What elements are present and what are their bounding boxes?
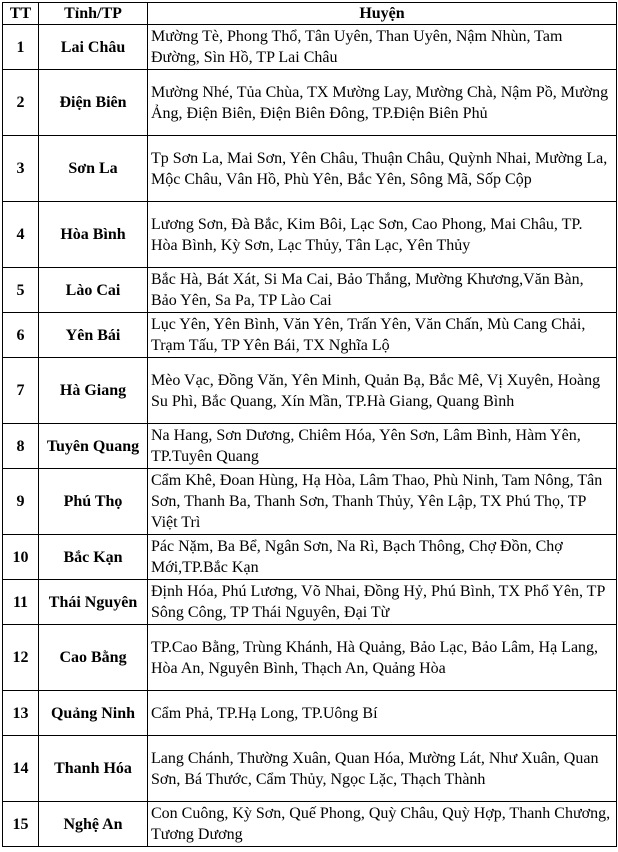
province-name: Bắc Kạn: [39, 535, 148, 580]
table-row: [3, 691, 617, 736]
province-name: Hòa Bình: [39, 202, 148, 268]
district-list: Con Cuông, Kỳ Sơn, Quế Phong, Quỳ Châu, Quỳ Hợp, Thanh Chương, Tương Dương: [148, 802, 617, 847]
table-row: [3, 736, 617, 802]
row-number: 5: [3, 268, 39, 313]
table-row: [3, 580, 617, 625]
district-list: TP.Cao Bằng, Trùng Khánh, Hà Quảng, Bảo Lạc, Bảo Lâm, Hạ Lang, Hòa An, Nguyên Bình, Thạch An, Quảng Hòa: [148, 625, 617, 691]
row-number: 14: [3, 736, 39, 802]
district-list: Mường Nhé, Tủa Chùa, TX Mường Lay, Mường Chà, Nậm Pồ, Mường Ảng, Điện Biên, Điện Biên Đông, TP.Điện Biên Phủ: [148, 70, 617, 136]
district-list: Mường Tè, Phong Thổ, Tân Uyên, Than Uyên, Nậm Nhùn, Tam Đường, Sìn Hồ, TP Lai Châu: [148, 25, 617, 70]
province-name: Tuyên Quang: [39, 424, 148, 469]
row-number: 15: [3, 802, 39, 847]
district-list: Cẩm Phả, TP.Hạ Long, TP.Uông Bí: [148, 691, 617, 736]
table-row: [3, 25, 617, 70]
district-list: Pác Nặm, Ba Bể, Ngân Sơn, Na Rì, Bạch Thông, Chợ Đồn, Chợ Mới,TP.Bắc Kạn: [148, 535, 617, 580]
province-name: Điện Biên: [39, 70, 148, 136]
province-name: Phú Thọ: [39, 469, 148, 535]
district-list: Bắc Hà, Bát Xát, Si Ma Cai, Bảo Thắng, Mường Khương,Văn Bàn, Bảo Yên, Sa Pa, TP Lào Cai: [148, 268, 617, 313]
row-number: 4: [3, 202, 39, 268]
table-header-row: [3, 3, 617, 25]
province-name: Quảng Ninh: [39, 691, 148, 736]
header-district: Huyện: [148, 3, 617, 25]
province-name: Sơn La: [39, 136, 148, 202]
district-list: Lương Sơn, Đà Bắc, Kim Bôi, Lạc Sơn, Cao Phong, Mai Châu, TP. Hòa Bình, Kỳ Sơn, Lạc Thủy, Tân Lạc, Yên Thủy: [148, 202, 617, 268]
table-row: [3, 424, 617, 469]
province-name: Thanh Hóa: [39, 736, 148, 802]
province-name: Cao Bằng: [39, 625, 148, 691]
row-number: 13: [3, 691, 39, 736]
district-list: Lang Chánh, Thường Xuân, Quan Hóa, Mường Lát, Như Xuân, Quan Sơn, Bá Thước, Cẩm Thủy, Ngọc Lặc, Thạch Thành: [148, 736, 617, 802]
row-number: 10: [3, 535, 39, 580]
table-row: [3, 625, 617, 691]
district-list: Định Hóa, Phú Lương, Võ Nhai, Đồng Hỷ, Phú Bình, TX Phổ Yên, TP Sông Công, TP Thái Nguyên, Đại Từ: [148, 580, 617, 625]
table-row: [3, 535, 617, 580]
table-row: [3, 268, 617, 313]
table-row: [3, 802, 617, 847]
row-number: 7: [3, 358, 39, 424]
row-number: 6: [3, 313, 39, 358]
row-number: 1: [3, 25, 39, 70]
district-list: Na Hang, Sơn Dương, Chiêm Hóa, Yên Sơn, Lâm Bình, Hàm Yên, TP.Tuyên Quang: [148, 424, 617, 469]
district-list: Cẩm Khê, Đoan Hùng, Hạ Hòa, Lâm Thao, Phù Ninh, Tam Nông, Tân Sơn, Thanh Ba, Thanh Sơn, Thanh Thủy, Yên Lập, TX Phú Thọ, TP Việt Trì: [148, 469, 617, 535]
row-number: 3: [3, 136, 39, 202]
row-number: 8: [3, 424, 39, 469]
header-province: Tỉnh/TP: [39, 3, 148, 25]
header-tt: TT: [3, 3, 39, 25]
table-row: [3, 469, 617, 535]
province-name: Lào Cai: [39, 268, 148, 313]
province-name: Yên Bái: [39, 313, 148, 358]
row-number: 11: [3, 580, 39, 625]
table-row: [3, 313, 617, 358]
district-list: Mèo Vạc, Đồng Văn, Yên Minh, Quản Bạ, Bắc Mê, Vị Xuyên, Hoàng Su Phì, Bắc Quang, Xín Mần, TP.Hà Giang, Quang Bình: [148, 358, 617, 424]
row-number: 12: [3, 625, 39, 691]
row-number: 9: [3, 469, 39, 535]
table-row: [3, 202, 617, 268]
district-table: [2, 2, 617, 847]
province-name: Nghệ An: [39, 802, 148, 847]
province-name: Hà Giang: [39, 358, 148, 424]
district-list: Tp Sơn La, Mai Sơn, Yên Châu, Thuận Châu, Quỳnh Nhai, Mường La, Mộc Châu, Vân Hồ, Phù Yên, Bắc Yên, Sông Mã, Sốp Cộp: [148, 136, 617, 202]
province-name: Thái Nguyên: [39, 580, 148, 625]
table-row: [3, 70, 617, 136]
table-row: [3, 136, 617, 202]
district-list: Lục Yên, Yên Bình, Văn Yên, Trấn Yên, Văn Chấn, Mù Cang Chải, Trạm Tấu, TP Yên Bái, TX Nghĩa Lộ: [148, 313, 617, 358]
table-row: [3, 358, 617, 424]
province-name: Lai Châu: [39, 25, 148, 70]
row-number: 2: [3, 70, 39, 136]
